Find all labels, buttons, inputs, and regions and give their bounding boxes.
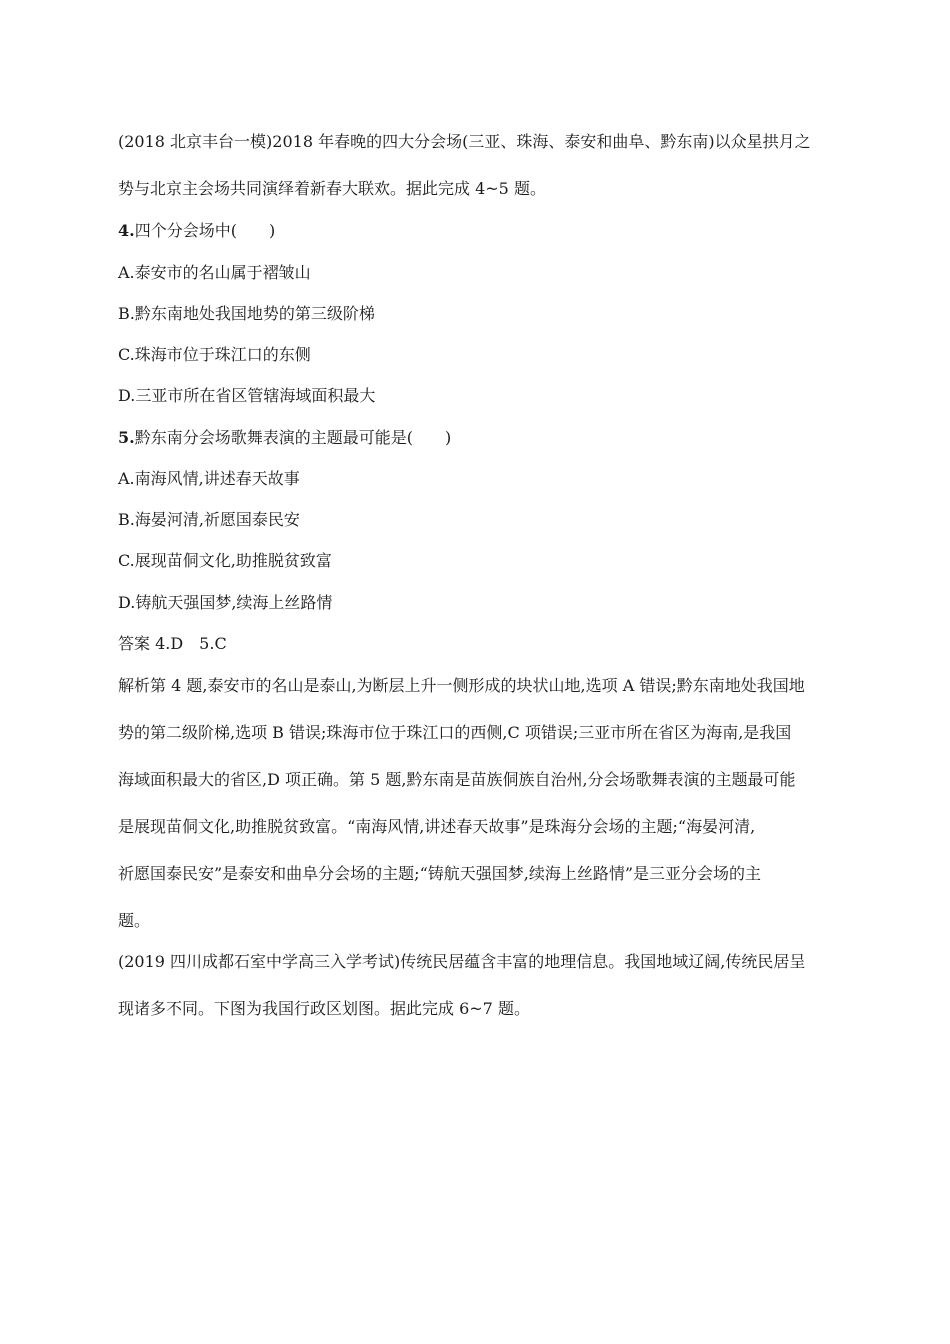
- question-4-text: 四个分会场中( ): [134, 221, 276, 240]
- answer-line: 答案 4.D 5.C: [118, 634, 227, 653]
- intro2-line-2: 现诸多不同。下图为我国行政区划图。据此完成 6~7 题。: [118, 999, 530, 1018]
- analysis-line-4: 是展现苗侗文化,助推脱贫致富。“南海风情,讲述春天故事”是珠海分会场的主题;“海晏河清,: [118, 817, 756, 836]
- analysis-line-3: 海域面积最大的省区,D 项正确。第 5 题,黔东南是苗族侗族自治州,分会场歌舞表演的主题最可能: [118, 770, 796, 789]
- intro-line-1: (2018 北京丰台一模)2018 年春晚的四大分会场(三亚、珠海、泰安和曲阜、黔东南)以众星拱月之: [118, 132, 811, 151]
- analysis-line-1: 解析第 4 题,泰安市的名山是泰山,为断层上升一侧形成的块状山地,选项 A 错误;黔东南地处我国地: [118, 676, 805, 695]
- question-5-option-b: B.海晏河清,祈愿国泰民安: [118, 510, 300, 529]
- question-4-option-a: A.泰安市的名山属于褶皱山: [118, 263, 311, 282]
- question-5-option-a: A.南海风情,讲述春天故事: [118, 469, 300, 488]
- question-5-number: 5.: [118, 428, 135, 447]
- analysis-line-2: 势的第二级阶梯,选项 B 错误;珠海市位于珠江口的西侧,C 项错误;三亚市所在省区为海南,是我国: [118, 723, 792, 742]
- question-4-option-d: D.三亚市所在省区管辖海域面积最大: [118, 386, 376, 405]
- question-4-number: 4.: [118, 221, 135, 240]
- question-5-text: 黔东南分会场歌舞表演的主题最可能是( ): [134, 428, 452, 447]
- analysis-line-5: 祈愿国泰民安”是泰安和曲阜分会场的主题;“铸航天强国梦,续海上丝路情”是三亚分会场的主: [118, 864, 762, 883]
- question-4-option-c: C.珠海市位于珠江口的东侧: [118, 345, 311, 364]
- analysis-line-6: 题。: [118, 911, 151, 930]
- question-4-stem: [118, 220, 275, 242]
- question-5-option-d: D.铸航天强国梦,续海上丝路情: [118, 593, 333, 612]
- question-5-option-c: C.展现苗侗文化,助推脱贫致富: [118, 551, 332, 570]
- intro2-line-1: (2019 四川成都石室中学高三入学考试)传统民居蕴含丰富的地理信息。我国地域辽阔,传统民居呈: [118, 952, 806, 971]
- intro-line-2: 势与北京主会场共同演绎着新春大联欢。据此完成 4~5 题。: [118, 179, 546, 198]
- question-4-option-b: B.黔东南地处我国地势的第三级阶梯: [118, 304, 375, 323]
- question-5-stem: [118, 427, 451, 449]
